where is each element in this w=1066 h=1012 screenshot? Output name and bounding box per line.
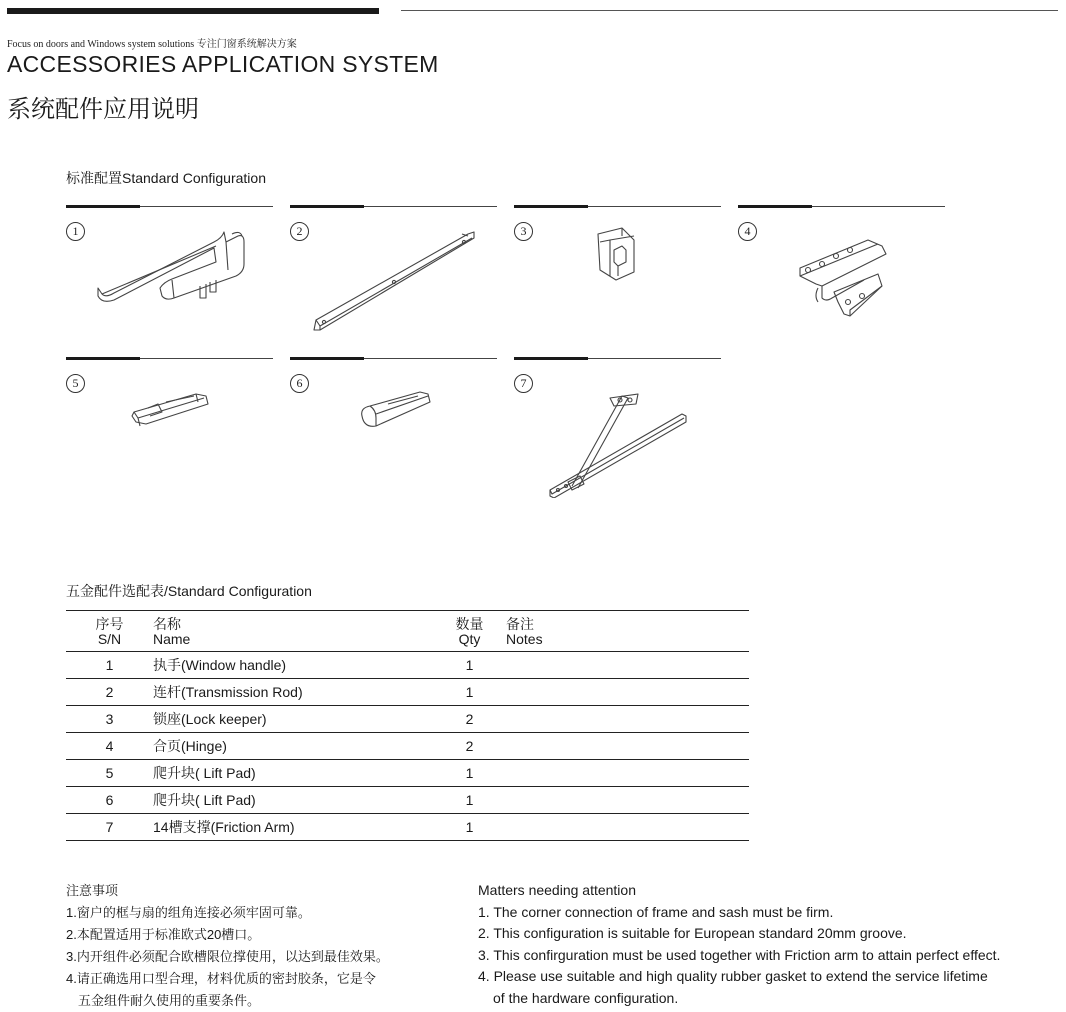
cell-qty: 1 [465,792,474,808]
item-7 [514,358,721,498]
cell-sn: 5 [105,765,114,781]
cell-name: 连杆(Transmission Rod) [153,684,303,700]
notes-cn-line: 2.本配置适用于标准欧式20槽口。 [66,927,261,942]
table-row [66,679,749,706]
cell-qty: 2 [465,738,474,754]
config-table [66,610,749,841]
cell-sn: 4 [105,738,114,754]
lift-pad-icon [66,358,273,498]
item-4 [738,206,945,346]
cell-sn: 2 [105,684,114,700]
item-number: 2 [290,222,309,241]
cell-notes [506,706,749,733]
page-title-cn: 系统配件应用说明 [7,96,199,123]
cell-name: 锁座(Lock keeper) [153,711,267,727]
table-row [66,787,749,814]
item-number: 7 [514,374,533,393]
lift-pad-icon [290,358,497,498]
cell-notes [506,814,749,841]
cell-name: 合页(Hinge) [153,738,227,754]
header-qty: 数量 Qty [455,616,484,647]
table-row [66,706,749,733]
notes-en-line: 2. This configuration is suitable for European standard 20mm groove. [478,925,907,941]
cell-name: 爬升块( Lift Pad) [153,792,256,808]
cell-name: 14槽支撑(Friction Arm) [153,819,295,835]
item-number: 4 [738,222,757,241]
cell-notes [506,733,749,760]
item-2 [290,206,497,346]
notes-en-line: of the hardware configuration. [493,989,679,1006]
table-header-row [66,611,749,652]
notes-cn-line: 五金组件耐久使用的重要条件。 [78,993,261,1008]
hinge-icon [738,206,945,346]
notes-cn-line: 3.内开组件必须配合欧槽限位撑使用，以达到最佳效果。 [66,949,389,964]
item-3 [514,206,721,346]
notes-en-line: 3. This confirguration must be used together with Friction arm to attain perfect effect. [478,946,1001,963]
cell-notes [506,679,749,706]
item-5 [66,358,273,498]
table-label: 五金配件选配表/Standard Configuration [66,583,312,599]
cell-qty: 1 [465,819,474,835]
cell-name: 爬升块( Lift Pad) [153,765,256,781]
notes-en-line: 4. Please use suitable and high quality rubber gasket to extend the service lifetime [478,968,988,984]
notes-cn-title: 注意事项 [66,883,119,898]
cell-name: 执手(Window handle) [153,657,287,673]
notes-cn [66,880,389,1012]
notes-en-title: Matters needing attention [478,882,636,898]
standard-config-label: 标准配置Standard Configuration [66,170,266,186]
tagline: Focus on doors and Windows system solutions 专注门窗系统解决方案 [7,39,297,50]
table-row [66,652,749,679]
cell-qty: 2 [465,711,474,727]
notes-cn-line: 4.请正确选用口型合理，材料优质的密封胶条，它是令 [66,971,376,986]
transmission-rod-icon [290,206,497,346]
header-sn: 序号 S/N [95,616,124,647]
lock-keeper-icon [514,206,721,346]
header-bar-thick [7,8,379,14]
window-handle-icon [66,206,273,346]
item-1 [66,206,273,346]
header-bar-thin [401,10,1058,11]
notes-en-line: 1. The corner connection of frame and sash must be firm. [478,903,834,920]
notes-cn-line: 1.窗户的框与扇的组角连接必须牢固可靠。 [66,905,311,920]
cell-sn: 6 [105,792,114,808]
item-6 [290,358,497,498]
item-number: 5 [66,374,85,393]
cell-sn: 7 [105,819,114,835]
cell-notes [506,652,749,679]
notes-en [478,880,1000,1009]
cell-qty: 1 [465,765,474,781]
item-number: 1 [66,222,85,241]
cell-sn: 1 [105,657,114,673]
header-name: 名称 Name [153,616,191,647]
page-title-en: ACCESSORIES APPLICATION SYSTEM [7,51,439,77]
cell-qty: 1 [465,657,474,673]
cell-qty: 1 [465,684,474,700]
header-notes: 备注 Notes [506,616,543,647]
friction-arm-icon [514,358,721,498]
table-row [66,760,749,787]
item-number: 6 [290,374,309,393]
item-number: 3 [514,222,533,241]
table-row [66,733,749,760]
cell-notes [506,787,749,814]
cell-sn: 3 [105,711,114,727]
table-row [66,814,749,841]
cell-notes [506,760,749,787]
